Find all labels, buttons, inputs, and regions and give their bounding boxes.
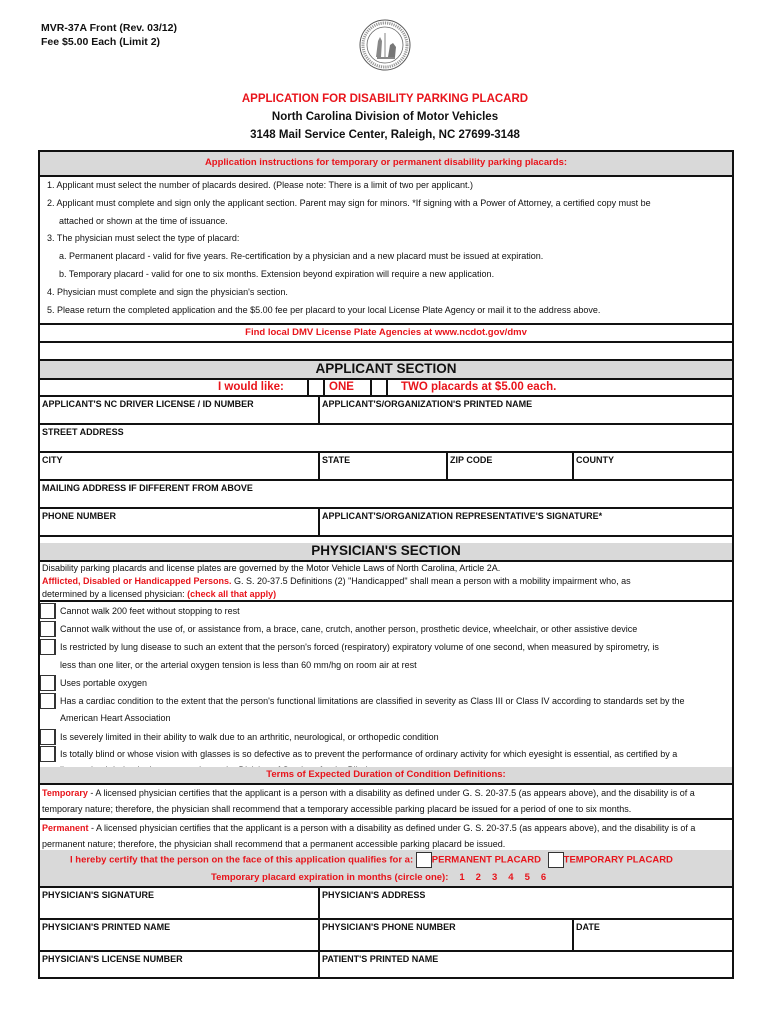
temporary-definition [40,785,732,820]
phone-signature-row [40,509,732,537]
condition-checkbox[interactable] [40,729,56,745]
divider [386,380,388,395]
condition-text: Has a cardiac condition to the extent that the person's functional limitations are classified in severity as Class III or Class IV according to standards set by the [60,696,685,706]
month-option-2[interactable]: 2 [475,872,481,883]
date-label: DATE [576,922,600,932]
mailing-address-field[interactable] [40,481,730,507]
county-label: COUNTY [576,455,614,465]
check-all-note: (check all that apply) [187,589,277,599]
license-name-row [40,397,732,425]
form-id: MVR-37A Front (Rev. 03/12) [41,22,177,34]
physician-section-heading: PHYSICIAN'S SECTION [40,543,732,562]
license-number-label: APPLICANT'S NC DRIVER LICENSE / ID NUMBER [42,399,254,409]
physician-address-field[interactable] [320,888,730,918]
applicant-signature-label: APPLICANT'S/ORGANIZATION REPRESENTATIVE'S SIGNATURE* [322,511,603,521]
physician-address-label: PHYSICIAN'S ADDRESS [322,890,426,900]
dmv-agencies-link[interactable]: Find local DMV License Plate Agencies at www.ncdot.gov/dmv [40,325,732,343]
street-address-field[interactable] [40,425,730,451]
condition-checkbox[interactable] [40,639,56,655]
physician-signature-field[interactable] [40,888,318,918]
instruction-item: 2. Applicant must complete and sign only the applicant section. Parent may sign for minors. *If signing with a Power of Attorney, a certified copy must be [47,197,651,208]
month-option-6[interactable]: 6 [540,872,547,883]
physician-name-row [40,920,732,952]
condition-text: Is totally blind or whose vision with glasses is so defective as to prevent the performance of ordinary activity for which eyesight is essential, as certified by a [60,749,678,759]
condition-text: Is restricted by lung disease to such an extent that the person's forced (respiratory) expiratory volume of one second, when measured by spirometry, is [60,642,659,652]
two-placards-checkbox[interactable] [372,380,386,395]
condition-checkbox[interactable] [40,603,56,619]
physician-phone-label: PHYSICIAN'S PHONE NUMBER [322,922,456,932]
permanent-text: - A licensed physician certifies that the applicant is a person with a disability as defined under G. S. 20-37.5 (as appears above), and the disability is of a permanent nature; therefore, the physician shall recommend that a permanent accessible parking placard be issued. [42,823,696,849]
temporary-text: - A licensed physician certifies that the applicant is a person with a disability as defined under G. S. 20-37.5 (as appears above), and the disability is of a temporary nature; therefore, the physician shall recommend that a temporary accessible parking placard be issued for a period of one to six months. [42,788,695,814]
physician-intro-text: Disability parking placards and license plates are governed by the Motor Vehicle Laws of North Carolina, Article 2A. [42,563,501,573]
applicant-signature-field[interactable] [320,509,730,535]
date-field[interactable] [574,920,730,950]
patient-printed-name-label: PATIENT'S PRINTED NAME [322,954,439,964]
condition-text: less than one liter, or the arterial oxygen tension is less than 60 mm/hg on room air at rest [60,660,417,670]
city-field[interactable] [40,453,318,479]
mailing-address-row [40,481,732,509]
determined-text: determined by a licensed physician: [42,589,188,599]
physician-signature-row [40,888,732,920]
physician-license-label: PHYSICIAN'S LICENSE NUMBER [42,954,183,964]
form-title: APPLICATION FOR DISABILITY PARKING PLACARD [241,93,529,105]
condition-checkbox[interactable] [40,621,56,637]
certification-row [40,850,732,888]
county-field[interactable] [574,453,730,479]
afflicted-text: G. S. 20-37.5 Definitions (2) "Handicapped" shall mean a person with a mobility impairment who, as [231,576,631,586]
physician-signature-label: PHYSICIAN'S SIGNATURE [42,890,154,900]
street-address-row [40,425,732,453]
agency-address: 3148 Mail Service Center, Raleigh, NC 27699-3148 [250,129,520,141]
divider [323,380,325,395]
nc-state-seal-icon [359,19,411,71]
condition-text: Is severely limited in their ability to walk due to an arthritic, neurological, or orthopedic condition [60,732,439,742]
month-option-3[interactable]: 3 [491,872,498,883]
placard-quantity-row [40,380,732,397]
month-option-1[interactable]: 1 [459,872,465,883]
two-placards-label: TWO placards at $5.00 each. [401,381,557,393]
temporary-placard-label: TEMPORARY PLACARD [563,854,673,866]
instructions-heading: Application instructions for temporary or permanent disability parking placards: [40,152,732,177]
month-option-4[interactable]: 4 [508,872,514,883]
condition-text: Uses portable oxygen [60,678,148,688]
patient-printed-name-field[interactable] [320,952,730,979]
temporary-label: Temporary [42,788,88,798]
afflicted-definition [42,575,732,588]
month-option-5[interactable]: 5 [524,872,530,883]
mailing-address-label: MAILING ADDRESS IF DIFFERENT FROM ABOVE [42,483,253,493]
street-address-label: STREET ADDRESS [42,427,124,437]
instruction-item: 4. Physician must complete and sign the physician's section. [47,286,288,297]
would-like-label: I would like: [218,381,284,393]
permanent-placard-checkbox[interactable] [416,852,432,868]
instruction-item: 5. Please return the completed application and the $5.00 fee per placard to your local License Plate Agency or mail it to the address above. [47,304,601,315]
permanent-label: Permanent [42,823,89,833]
zip-code-label: ZIP CODE [450,455,493,465]
certify-text: I hereby certify that the person on the face of this application qualifies for a: [70,854,414,866]
permanent-placard-label: PERMANENT PLACARD [431,854,542,866]
expiration-label: Temporary placard expiration in months (circle one): [211,872,449,883]
city-label: CITY [42,455,63,465]
condition-text: Cannot walk without the use of, or assistance from, a brace, cane, crutch, another person, prosthetic device, wheelchair, or other assistive device [60,624,638,634]
condition-text: American Heart Association [60,713,171,723]
afflicted-label: Afflicted, Disabled or Handicapped Persons. [42,576,232,586]
spacer-row [40,343,732,361]
phone-number-field[interactable] [40,509,318,535]
instruction-item: b. Temporary placard - valid for one to six months. Extension beyond expiration will require a new application. [59,268,495,279]
phone-number-label: PHONE NUMBER [42,511,117,521]
agency-name: North Carolina Division of Motor Vehicles [271,111,499,123]
condition-checkbox[interactable] [40,675,56,691]
condition-text: Cannot walk 200 feet without stopping to rest [60,606,240,616]
instruction-item: 1. Applicant must select the number of placards desired. (Please note: There is a limit of two per applicant.) [47,180,474,190]
form-meta [41,21,177,49]
expiration-months [211,872,546,883]
one-placard-checkbox[interactable] [309,380,323,395]
terms-heading: Terms of Expected Duration of Condition Definitions: [40,767,732,785]
physician-printed-name-label: PHYSICIAN'S PRINTED NAME [42,922,171,932]
state-label: STATE [322,455,351,465]
zip-code-field[interactable] [448,453,572,479]
physician-license-row [40,952,732,979]
one-placard-label: ONE [329,381,354,393]
conditions-checklist [40,602,732,771]
applicant-printed-name-field[interactable] [320,397,730,423]
applicant-printed-name-label: APPLICANT'S/ORGANIZATION'S PRINTED NAME [322,399,533,409]
temporary-placard-checkbox[interactable] [548,852,564,868]
certify-line [70,852,673,868]
application-form [38,150,734,979]
instruction-item: a. Permanent placard - valid for five years. Re-certification by a physician and a new placard must be issued at expiration. [59,251,544,262]
permanent-definition [40,820,732,852]
license-number-field[interactable] [40,397,318,423]
physician-phone-field[interactable] [320,920,572,950]
physician-printed-name-field[interactable] [40,920,318,950]
form-fee: Fee $5.00 Each (Limit 2) [41,36,161,48]
state-field[interactable] [320,453,446,479]
instruction-item: attached or shown at the time of issuance. [59,215,228,226]
applicant-section-heading: APPLICANT SECTION [40,361,732,380]
determined-line [42,588,732,601]
instructions-list [40,177,732,325]
city-state-row [40,453,732,481]
condition-checkbox[interactable] [40,693,56,709]
condition-checkbox[interactable] [40,746,56,762]
physician-license-field[interactable] [40,952,318,979]
instruction-item: 3. The physician must select the type of placard: [47,233,240,244]
physician-intro [40,562,732,602]
